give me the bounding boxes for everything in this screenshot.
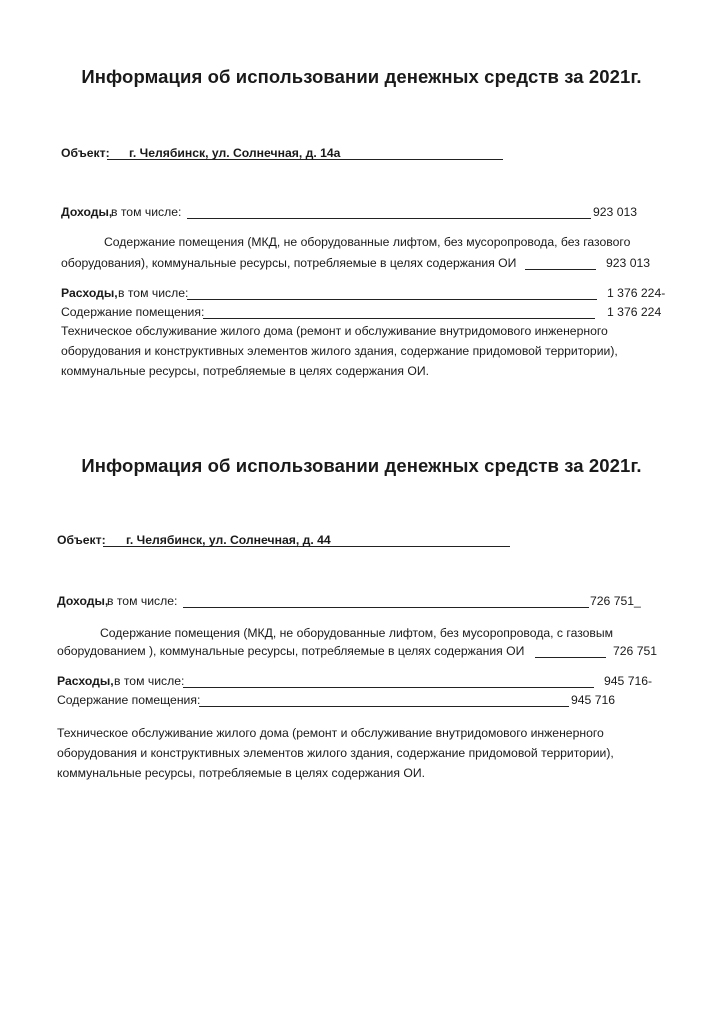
section-1-title: Информация об использовании денежных средств за 2021г. xyxy=(81,66,642,87)
section-2-maintenance-rule xyxy=(199,706,569,707)
section-2-income-label: Доходы, xyxy=(57,594,109,608)
section-1-income-desc-1: Содержание помещения (МКД, не оборудованные лифтом, без мусоропровода, без газового xyxy=(104,235,631,249)
section-2-expense-suffix: в том числе: xyxy=(114,674,185,688)
section-1-income-desc-value: 923 013 xyxy=(606,256,651,270)
section-2-income-desc-1: Содержание помещения (МКД, не оборудованные лифтом, без мусоропровода, с газовым xyxy=(100,626,614,640)
section-2-title: Информация об использовании денежных средств за 2021г. xyxy=(81,455,642,476)
section-1-income-suffix: в том числе: xyxy=(111,205,182,219)
section-2-desc-2: оборудования и конструктивных элементов жилого здания, содержание придомовой территории), xyxy=(57,746,614,760)
section-2-income-total: 726 751_ xyxy=(590,594,641,608)
section-1-maintenance-value: 1 376 224 xyxy=(607,305,662,319)
section-1-object-label: Объект: xyxy=(61,146,110,160)
section-2-income-suffix: в том числе: xyxy=(107,594,178,608)
section-2-desc-3: коммунальные ресурсы, потребляемые в целях содержания ОИ. xyxy=(57,766,425,780)
section-2-object-label: Объект: xyxy=(57,533,106,547)
section-1-income-desc-rule xyxy=(525,269,596,270)
section-1-income-desc-2: оборудования), коммунальные ресурсы, потребляемые в целях содержания ОИ xyxy=(61,256,517,270)
section-1-expense-rule xyxy=(187,299,597,300)
section-2-desc-1: Техническое обслуживание жилого дома (ремонт и обслуживание внутридомового инженерного xyxy=(57,726,604,740)
section-1-desc-2: оборудования и конструктивных элементов жилого здания, содержание придомовой территории), xyxy=(61,344,618,358)
section-1-desc-3: коммунальные ресурсы, потребляемые в целях содержания ОИ. xyxy=(61,364,429,378)
section-2-income-rule xyxy=(183,607,589,608)
section-1-desc-1: Техническое обслуживание жилого дома (ремонт и обслуживание внутридомового инженерного xyxy=(61,324,608,338)
section-2-maintenance-value: 945 716 xyxy=(571,693,616,707)
section-2-income-desc-rule xyxy=(535,657,606,658)
section-1-maintenance-rule xyxy=(203,318,595,319)
section-2-income-desc-2: оборудованием ), коммунальные ресурсы, потребляемые в целях содержания ОИ xyxy=(57,644,525,658)
section-2-expense-rule xyxy=(183,687,594,688)
section-1-income-label: Доходы, xyxy=(61,205,113,219)
section-1-expense-suffix: в том числе: xyxy=(118,286,189,300)
section-1-income-total: 923 013 xyxy=(593,205,638,219)
section-2-income-desc-value: 726 751 xyxy=(613,644,658,658)
section-2-expense-label: Расходы, xyxy=(57,674,114,688)
section-1-income-rule xyxy=(187,218,591,219)
section-2-object-value: г. Челябинск, ул. Солнечная, д. 44 xyxy=(126,533,331,547)
section-2-expense-total: 945 716- xyxy=(604,674,653,688)
section-1-object-value: г. Челябинск, ул. Солнечная, д. 14а xyxy=(129,146,341,160)
section-1-maintenance-label: Содержание помещения: xyxy=(61,305,205,319)
section-1-expense-total: 1 376 224- xyxy=(607,286,666,300)
section-1-expense-label: Расходы, xyxy=(61,286,118,300)
section-2-maintenance-label: Содержание помещения: xyxy=(57,693,201,707)
